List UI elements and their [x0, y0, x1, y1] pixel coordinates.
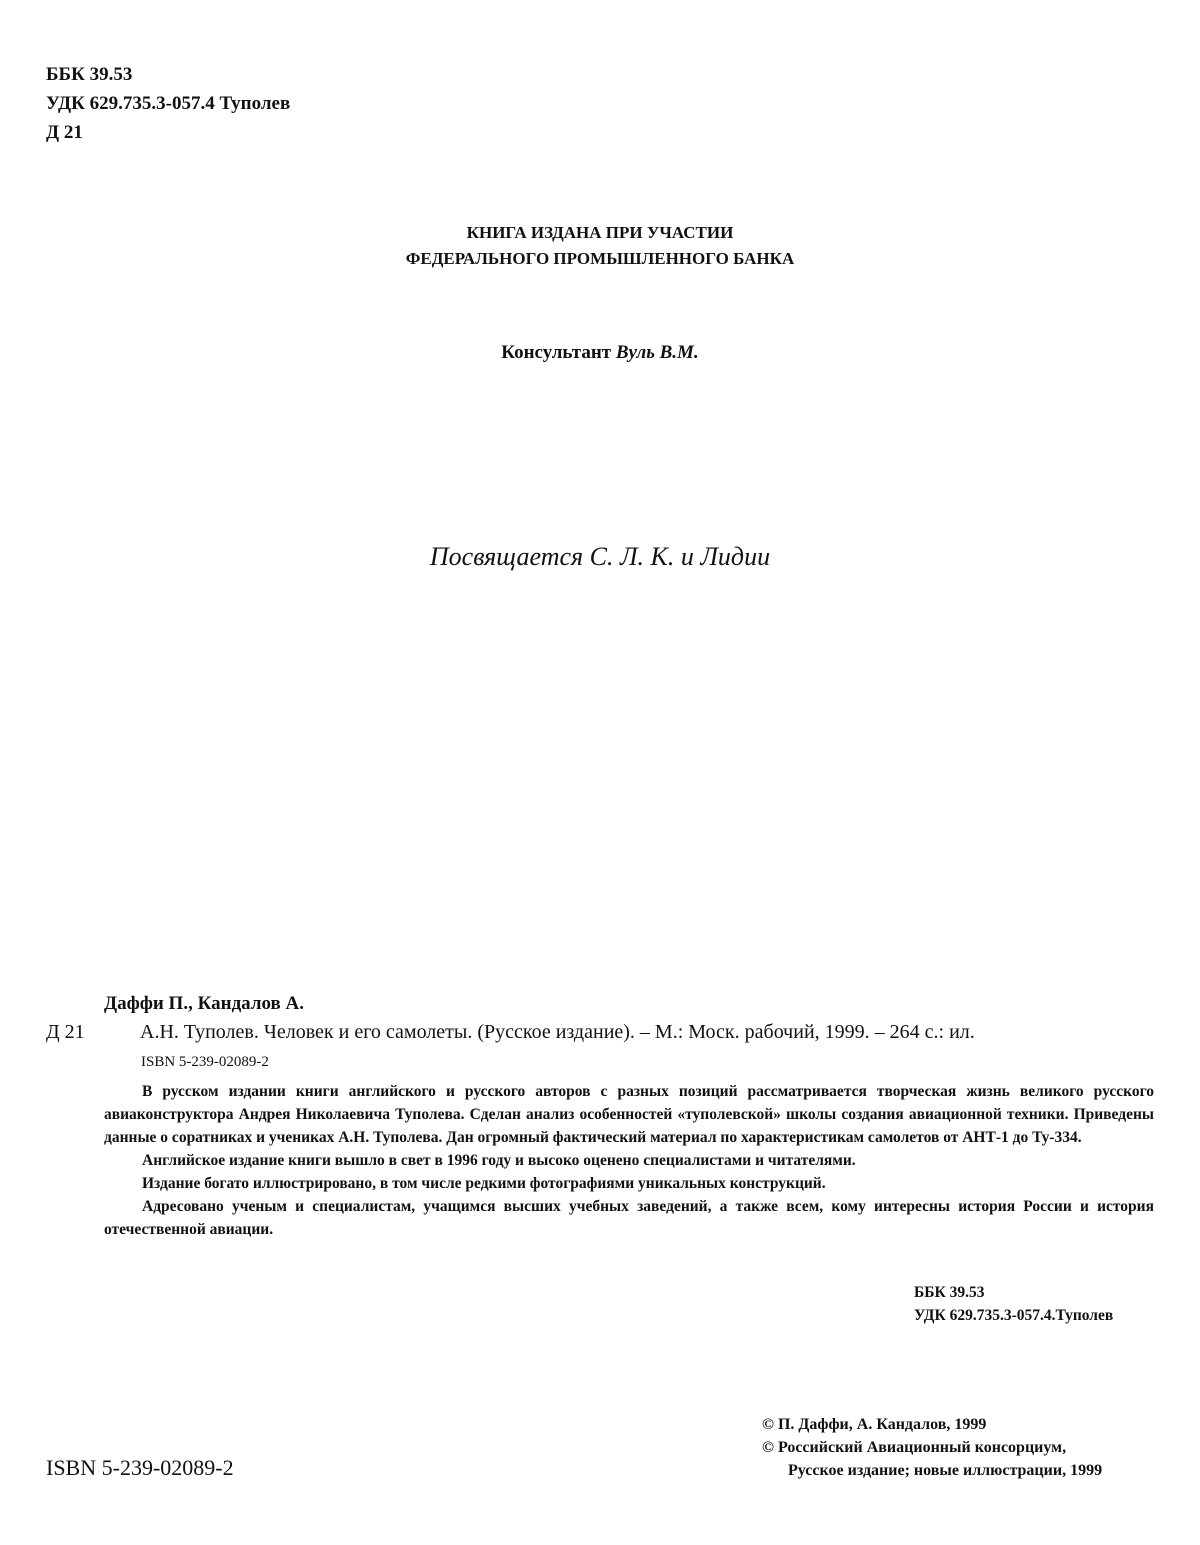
annotation-paragraph: Издание богато иллюстрировано, в том числе редкими фотографиями уникальных конструкций.	[142, 1175, 826, 1192]
dedication: Посвящается С. Л. К. и Лидии	[429, 542, 771, 571]
bbk-index: ББК 39.53	[46, 64, 133, 85]
udk-index: УДК 629.735.3-057.4 Туполев	[46, 93, 291, 114]
sponsor-line-1: КНИГА ИЗДАНА ПРИ УЧАСТИИ	[466, 223, 734, 242]
classification-block	[46, 60, 290, 147]
annotation-paragraph: Английское издание книги вышло в свет в 1996 году и высоко оценено специалистами и читателями.	[142, 1152, 856, 1169]
record-annotation	[104, 1080, 1154, 1241]
footer-isbn: ISBN 5-239-02089-2	[46, 1455, 234, 1480]
copyright-block	[762, 1413, 1102, 1482]
sponsor-line-2: ФЕДЕРАЛЬНОГО ПРОМЫШЛЕННОГО БАНКА	[405, 249, 795, 268]
record-code: Д 21	[46, 1021, 85, 1043]
consultant-name: Вуль В.М.	[615, 342, 699, 363]
record-isbn: ISBN 5-239-02089-2	[141, 1054, 269, 1070]
record-bbk: ББК 39.53	[914, 1284, 985, 1301]
record-classification	[914, 1281, 1113, 1327]
record-authors: Даффи П., Кандалов А.	[104, 993, 305, 1014]
annotation-paragraph: В русском издании книги английского и русского авторов с разных позиций рассматривается творческая жизнь великого русского авиаконструктора Андрея Николаевича Туполева. Сделан анализ особенностей «туполевской» школы создания авиационной техники. Приведены данные о соратниках и учениках А.Н. Туполева. Дан огромный фактический материал по характеристикам самолетов от АНТ-1 до Ту-334.	[104, 1083, 1154, 1146]
copyright-line-3: Русское издание; новые иллюстрации, 1999	[788, 1462, 1103, 1479]
record-title: А.Н. Туполев. Человек и его самолеты. (Русское издание). – М.: Моск. рабочий, 1999. – 264 с.: ил.	[140, 1021, 975, 1043]
record-udk: УДК 629.735.3-057.4.Туполев	[914, 1307, 1114, 1324]
copyright-line-2: © Российский Авиационный консорциум,	[762, 1439, 1067, 1456]
author-mark: Д 21	[46, 122, 83, 143]
consultant-label: Консультант	[501, 342, 612, 363]
consultant-line	[0, 342, 1200, 364]
sponsor-notice	[0, 220, 1200, 272]
annotation-paragraph: Адресовано ученым и специалистам, учащимся высших учебных заведений, а также всем, кому интересны история России и история отечественной авиации.	[104, 1198, 1154, 1238]
copyright-line-1: © П. Даффи, А. Кандалов, 1999	[762, 1416, 987, 1433]
